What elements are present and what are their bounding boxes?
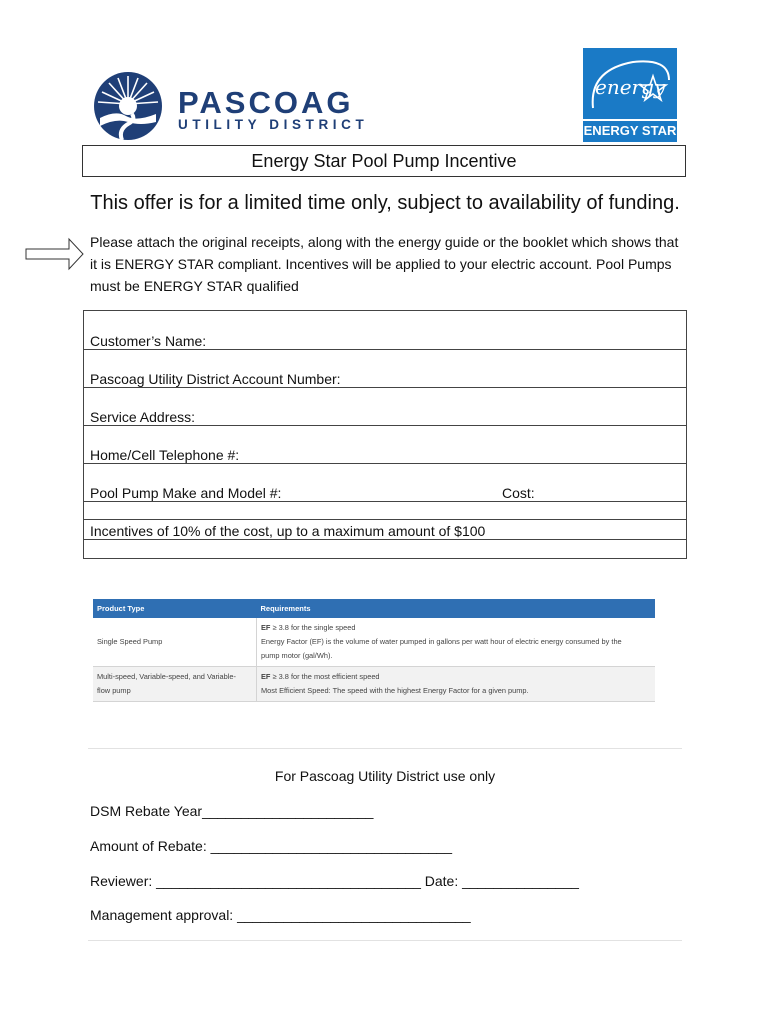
incentive-text: Incentives of 10% of the cost, up to a maximum amount of $100: [84, 520, 687, 540]
rebate-year-field[interactable]: DSM Rebate Year______________________: [90, 803, 374, 819]
divider: [88, 748, 682, 749]
rebate-amount-field[interactable]: Amount of Rebate: _______________________________: [90, 838, 452, 854]
header-product-type: Product Type: [93, 599, 257, 618]
svg-text:energy: energy: [595, 75, 666, 99]
req-line: Energy Factor (EF) is the volume of water pumped in gallons per watt hour of electric energy consumed by the: [261, 637, 622, 646]
table-row: [93, 667, 655, 702]
instruction-line: it is ENERGY STAR compliant. Incentives will be applied to your electric account. Pool Pumps: [90, 256, 672, 272]
energy-star-label: ENERGY STAR: [583, 119, 677, 140]
header-requirements: Requirements: [257, 599, 656, 618]
type-line: Multi-speed, Variable-speed, and Variable-: [97, 672, 236, 681]
logo-subtitle: UTILITY DISTRICT: [178, 117, 369, 132]
requirements-cell: [257, 618, 656, 667]
instructions: [90, 231, 690, 297]
logo-name: PASCOAG: [178, 85, 354, 120]
cost-label: Cost:: [502, 485, 535, 501]
office-use-heading: For Pascoag Utility District use only: [274, 768, 496, 784]
energy-star-icon: [583, 50, 677, 122]
management-approval-field[interactable]: Management approval: ______________________________: [90, 907, 471, 923]
req-line: Most Efficient Speed: The speed with the highest Energy Factor for a given pump.: [261, 686, 529, 695]
ef-label: EF: [261, 672, 271, 681]
energy-star-logo: [583, 48, 677, 142]
blank-row: [84, 502, 687, 520]
page-title: Energy Star Pool Pump Incentive: [82, 145, 686, 177]
make-model-label: Pool Pump Make and Model #:: [90, 485, 282, 501]
req-line: pump motor (gal/Wh).: [261, 651, 333, 660]
instruction-line: must be ENERGY STAR qualified: [90, 278, 299, 294]
telephone-field[interactable]: Home/Cell Telephone #:: [84, 426, 687, 464]
pascoag-logo-icon: [92, 70, 164, 142]
type-line: flow pump: [97, 686, 131, 695]
divider: [88, 940, 682, 941]
instruction-line: Please attach the original receipts, along with the energy guide or the booklet which shows that: [90, 234, 679, 250]
make-model-field[interactable]: [84, 464, 687, 502]
limited-offer-notice: This offer is for a limited time only, subject to availability of funding.: [90, 192, 680, 214]
reviewer-date-field[interactable]: Reviewer: __________________________________ Date: _______________: [90, 873, 579, 889]
account-number-field[interactable]: Pascoag Utility District Account Number:: [84, 350, 687, 388]
requirements-table: [93, 599, 655, 702]
customer-form: [83, 310, 687, 559]
product-type-cell: [93, 667, 257, 702]
requirements-cell: [257, 667, 656, 702]
req-line: ≥ 3.8 for the most efficient speed: [270, 672, 380, 681]
product-type-cell: Single Speed Pump: [93, 618, 257, 667]
ef-label: EF: [261, 623, 271, 632]
table-row: [93, 618, 655, 667]
service-address-field[interactable]: Service Address:: [84, 388, 687, 426]
table-header-row: [93, 599, 655, 618]
req-line: ≥ 3.8 for the single speed: [270, 623, 356, 632]
right-arrow-icon: [25, 237, 85, 271]
customer-name-field[interactable]: Customer’s Name:: [84, 311, 687, 350]
blank-row: [84, 540, 687, 559]
